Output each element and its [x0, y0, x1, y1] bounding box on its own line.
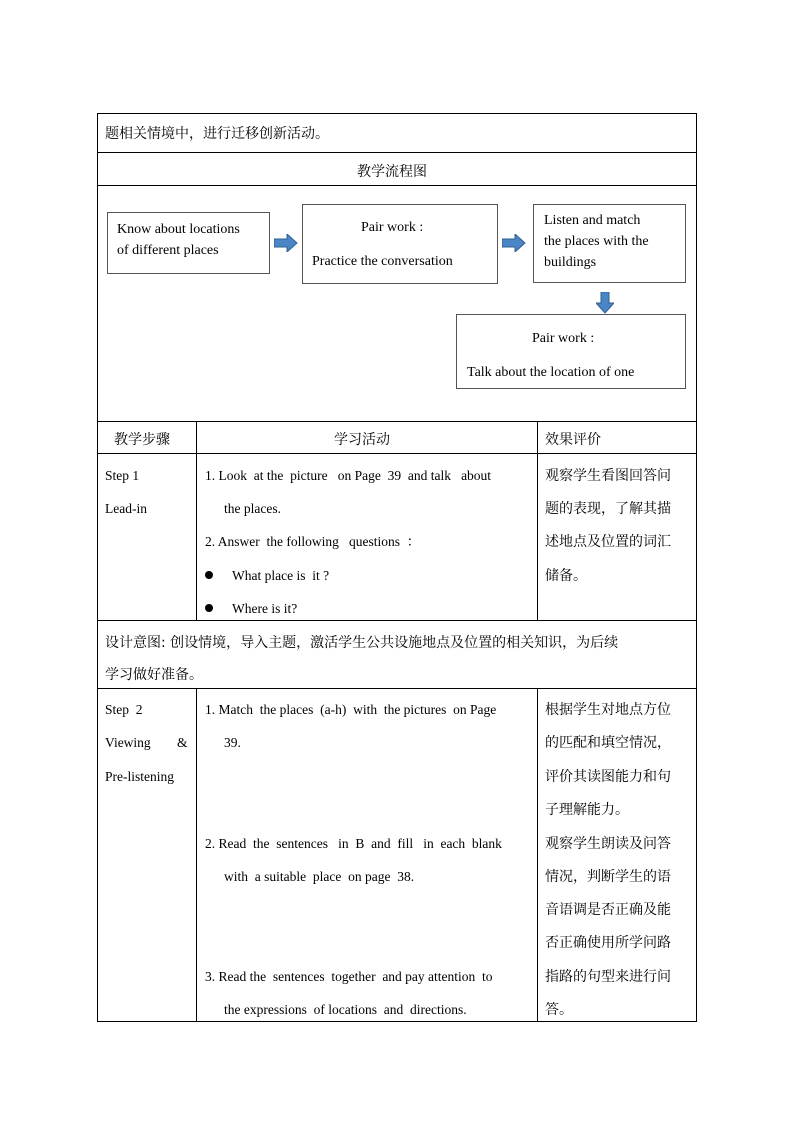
step2-pre-listening: Pre-listening [105, 769, 174, 784]
column-divider-1b [196, 688, 197, 1021]
table-top-border [97, 113, 697, 114]
step1-bullet2: Where is it? [232, 601, 298, 616]
header-steps: 教学步骤 [114, 432, 170, 448]
flow-box-3-line3: buildings [544, 255, 597, 270]
step2-eval1-line1: 根据学生对地点方位 [545, 702, 671, 718]
step1-name: Step 1 [105, 468, 140, 483]
step2-eval2-line4: 否正确使用所学问路 [545, 935, 671, 951]
arrow-right-icon [274, 234, 298, 252]
flow-box-know-locations [107, 212, 270, 274]
bullet-icon [205, 571, 213, 579]
table-bottom-border [97, 1021, 697, 1022]
step2-viewing: Viewing [105, 735, 151, 750]
step1-bullet1: What place is it ? [232, 568, 330, 583]
step2-activity3-line1: 3. Read the sentences together and pay attention to [205, 969, 493, 984]
table-left-border [97, 113, 98, 1022]
step2-activity3-line2: the expressions of locations and directions. [224, 1002, 467, 1017]
flow-box-3-line2: the places with the [544, 234, 649, 249]
flow-box-4-line1: Pair work : [532, 331, 595, 346]
step2-activity2-line2: with a suitable place on page 38. [224, 869, 415, 884]
step2-name: Step 2 [105, 702, 143, 717]
step1-activity2: 2. Answer the following questions ： [205, 534, 421, 549]
row-divider-headers [97, 453, 697, 454]
step1-eval-line3: 述地点及位置的词汇 [545, 534, 671, 550]
row-divider-intro [97, 152, 697, 153]
step2-eval1-line4: 子理解能力。 [545, 802, 629, 818]
step2-eval1-line2: 的匹配和填空情况， [545, 735, 671, 751]
step1-eval-line2: 题的表现，了解其描 [545, 501, 671, 517]
flowchart-title: 教学流程图 [357, 164, 427, 180]
step2-activity2-line1: 2. Read the sentences in B and fill in each blank [205, 836, 502, 851]
step2-activity1-line2: 39. [224, 735, 241, 750]
step1-activity1-line2: the places. [224, 501, 281, 516]
flow-box-1-line2: of different places [117, 243, 219, 258]
flow-box-pair-work-talk [456, 314, 686, 389]
flow-box-listen-match [533, 204, 686, 283]
flow-box-4-line2: Talk about the location of one [467, 365, 635, 380]
step2-eval2-line1: 观察学生朗读及问答 [545, 836, 671, 852]
step1-eval-line1: 观察学生看图回答问 [545, 468, 671, 484]
row-divider-step1 [97, 620, 697, 621]
step2-eval2-line5: 指路的句型来进行问 [545, 969, 671, 985]
step1-eval-line4: 储备。 [545, 568, 587, 584]
step1-activity1-line1: 1. Look at the picture on Page 39 and talk about [205, 468, 492, 483]
header-evaluation: 效果评价 [545, 432, 601, 448]
step1-subtitle: Lead-in [105, 501, 147, 516]
arrow-down-icon [596, 292, 614, 314]
row-divider-flowchart [97, 421, 697, 422]
intro-text: 题相关情境中，进行迁移创新活动。 [105, 126, 329, 142]
header-activities: 学习活动 [334, 432, 390, 448]
column-divider-2b [537, 688, 538, 1021]
bullet-icon [205, 604, 213, 612]
step2-eval2-line2: 情况，判断学生的语 [545, 869, 671, 885]
step2-eval1-line3: 评价其读图能力和句 [545, 769, 671, 785]
row-divider-flow-title [97, 185, 697, 186]
design-intent-line1: 设计意图: 创设情境，导入主题，激活学生公共设施地点及位置的相关知识，为后续 [105, 635, 619, 651]
step2-eval2-line6: 答。 [545, 1002, 573, 1018]
column-divider-2a [537, 421, 538, 620]
step2-activity1-line1: 1. Match the places (a-h) with the pictures on Page [205, 702, 497, 717]
arrow-right-icon [502, 234, 526, 252]
flow-box-1-line1: Know about locations [117, 222, 240, 237]
row-divider-design1 [97, 688, 697, 689]
table-right-border [696, 113, 697, 1022]
column-divider-1a [196, 421, 197, 620]
flow-box-3-line1: Listen and match [544, 213, 641, 228]
flow-box-pair-work-practice [302, 204, 498, 284]
step2-ampersand: & [177, 735, 188, 750]
flow-box-2-line1: Pair work : [361, 220, 424, 235]
flow-box-2-line2: Practice the conversation [312, 254, 453, 269]
design-intent-line2: 学习做好准备。 [105, 667, 203, 683]
step2-eval2-line3: 音语调是否正确及能 [545, 902, 671, 918]
